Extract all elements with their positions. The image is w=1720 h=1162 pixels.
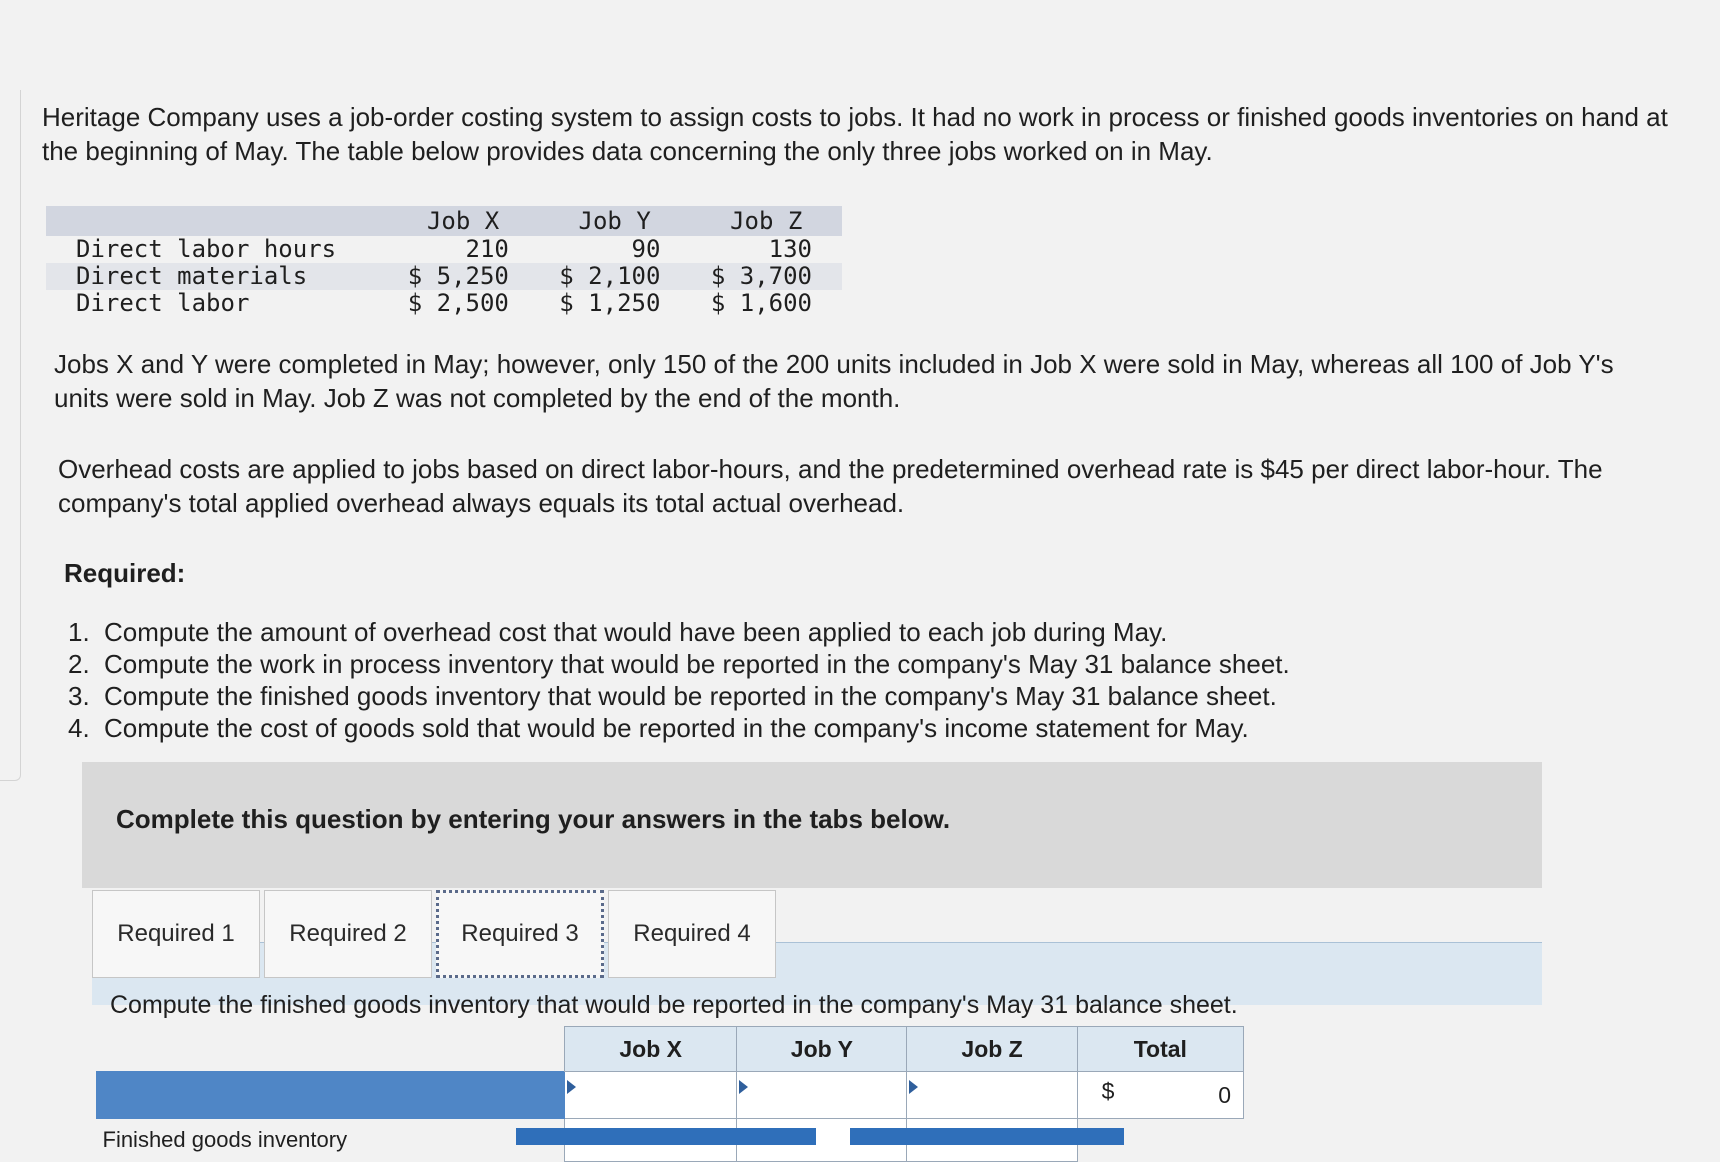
- requirement-text: Compute the amount of overhead cost that would have been applied to each job during May.: [104, 617, 1168, 647]
- job-data-row-materials: [46, 263, 842, 290]
- job-z-value: 130: [768, 235, 812, 263]
- requirement-number: 3.: [68, 681, 90, 711]
- currency-symbol: $: [1101, 1078, 1115, 1104]
- job-y-value: $ 1,250: [559, 289, 661, 317]
- requirements-list: [68, 616, 1290, 744]
- answer-header-row: [97, 1027, 1244, 1072]
- job-x-value: $ 2,500: [407, 289, 509, 317]
- job-data-table: [46, 206, 842, 317]
- answer-header-total: Total: [1077, 1027, 1243, 1072]
- requirement-item: [68, 648, 1290, 680]
- job-z-value: $ 3,700: [710, 262, 812, 290]
- job-x-value: $ 5,250: [407, 262, 509, 290]
- job-data-header-job-x: Job X: [426, 206, 500, 235]
- job-z-input[interactable]: [907, 1072, 1077, 1119]
- tab-prompt: Compute the finished goods inventory that would be reported in the company's May 31 balance sheet.: [110, 991, 1238, 1019]
- job-z-value: $ 1,600: [710, 289, 812, 317]
- answer-header-job-y: Job Y: [737, 1027, 907, 1072]
- requirement-text: Compute the finished goods inventory that would be reported in the company's May 31 balance sheet.: [104, 681, 1277, 711]
- panel-title: Complete this question by entering your answers in the tabs below.: [116, 804, 951, 834]
- answer-band-label: [97, 1072, 565, 1119]
- tab-required-3[interactable]: Required 3: [436, 890, 604, 978]
- prev-button-edge[interactable]: [516, 1128, 816, 1145]
- tab-required-1[interactable]: Required 1: [92, 890, 260, 978]
- job-x-input[interactable]: [565, 1072, 737, 1119]
- job-x-value: 210: [465, 235, 509, 263]
- tab-required-2[interactable]: Required 2: [264, 890, 432, 978]
- job-data-header-job-z: Job Z: [730, 206, 803, 235]
- row-label: Direct materials: [76, 262, 308, 290]
- overhead-paragraph: Overhead costs are applied to jobs based on direct labor-hours, and the predetermined overhead rate is $45 per direct labor-hour. The company's total applied overhead always equals its total actual overhead.: [58, 454, 1603, 518]
- job-data-header-job-y: Job Y: [578, 206, 651, 235]
- job-data-header-blank: [46, 206, 387, 236]
- job-data-row-labor-hours: [46, 236, 842, 263]
- requirement-number: 4.: [68, 713, 90, 743]
- answer-header-job-x: Job X: [565, 1027, 737, 1072]
- total-value-cell: [1077, 1072, 1243, 1119]
- job-data-row-labor: [46, 290, 842, 317]
- answer-band-row: [97, 1072, 1244, 1119]
- total-value: 0: [1218, 1081, 1231, 1108]
- intro-paragraph: Heritage Company uses a job-order costing system to assign costs to jobs. It had no work in process or finished goods inventories on hand at the beginning of May. The table below provides data concerning the only three jobs worked on in May.: [42, 102, 1668, 166]
- requirement-number: 2.: [68, 649, 90, 679]
- next-button-edge[interactable]: [850, 1128, 1124, 1145]
- tab-required-4[interactable]: Required 4: [608, 890, 776, 978]
- left-edge-frame: [0, 90, 21, 781]
- required-tabs: [92, 890, 780, 984]
- completion-paragraph: Jobs X and Y were completed in May; however, only 150 of the 200 units included in Job X were sold in May, whereas all 100 of Job Y's units were sold in May. Job Z was not completed by the end of the month.: [54, 349, 1614, 413]
- job-data-header-row: [46, 206, 842, 236]
- requirement-item: [68, 616, 1290, 648]
- answer-header-blank: [97, 1027, 565, 1072]
- row-label: Direct labor: [76, 289, 250, 317]
- requirement-item: [68, 712, 1290, 744]
- job-y-value: 90: [631, 235, 661, 263]
- required-heading: Required:: [64, 558, 186, 588]
- job-y-input[interactable]: [737, 1072, 907, 1119]
- answer-header-job-z: Job Z: [907, 1027, 1077, 1072]
- requirement-number: 1.: [68, 617, 90, 647]
- answer-panel-header: [82, 762, 1542, 888]
- row-label: Direct labor hours: [76, 235, 337, 263]
- answer-row-label: Finished goods inventory: [97, 1119, 565, 1162]
- requirement-text: Compute the cost of goods sold that would be reported in the company's income statement for May.: [104, 713, 1249, 743]
- requirement-item: [68, 680, 1290, 712]
- job-y-value: $ 2,100: [559, 262, 661, 290]
- requirement-text: Compute the work in process inventory that would be reported in the company's May 31 balance sheet.: [104, 649, 1290, 679]
